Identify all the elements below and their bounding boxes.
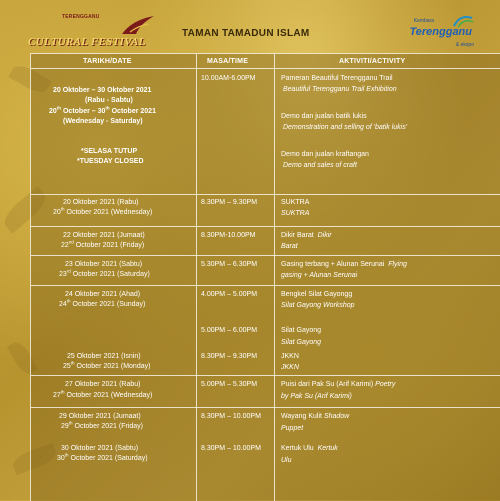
- activity-ms: Demo dan jualan batik lukis: [281, 113, 367, 120]
- activity-ms: Dikir Barat Dikir: [281, 232, 332, 239]
- date-ms: 29 Oktober 2021 (Jumaat): [59, 413, 141, 420]
- column-divider: [196, 54, 197, 501]
- time: 8.30PM – 9.30PM: [201, 199, 258, 206]
- time: 4.00PM – 5.00PM: [201, 291, 258, 298]
- activity-ms: Bengkel Silat Gayongg: [281, 291, 353, 298]
- day-en: (Wednesday - Saturday): [63, 118, 143, 125]
- row-divider: [31, 407, 500, 408]
- activity-en: Silat Gayong: [281, 339, 322, 346]
- activity-en: Beautiful Terengganu Trail Exhibition: [283, 86, 397, 93]
- time: 10.00AM-6.00PM: [201, 75, 256, 82]
- activity-ms: Pameran Beautiful Terengganu Trail: [281, 75, 393, 82]
- column-header-date: TARIKH/DATE: [83, 58, 132, 65]
- time: 5.30PM – 6.30PM: [201, 261, 258, 268]
- date-en: 23rd October 2021 (Saturday): [59, 268, 150, 278]
- page-header: [0, 0, 500, 52]
- time: 5.00PM – 5.30PM: [201, 381, 258, 388]
- date-ms: 27 Oktober 2021 (Rabu): [65, 381, 141, 388]
- activity-ms: Demo dan jualan kraftangan: [281, 151, 369, 158]
- logo-right-line2: Terengganu: [409, 26, 472, 38]
- activity-en: SUKTRA: [281, 210, 310, 217]
- activity-ms: SUKTRA: [281, 199, 310, 206]
- date-ms: 20 Oktober 2021 (Rabu): [63, 199, 139, 206]
- date-en: 27th October 2021 (Wednesday): [53, 389, 153, 399]
- time: 8.30PM – 10.00PM: [201, 413, 261, 420]
- date-en: 20th October – 30th October 2021: [49, 105, 156, 115]
- time: 5.00PM – 6.00PM: [201, 327, 258, 334]
- date-ms: 30 Oktober 2021 (Sabtu): [61, 445, 139, 452]
- activity-ms: Gasing terbang + Alunan Serunai Flying: [281, 261, 407, 268]
- date-ms: 20 Oktober – 30 Oktober 2021: [53, 87, 152, 94]
- row-divider: [31, 285, 500, 286]
- date-en: 29th October 2021 (Friday): [61, 420, 143, 430]
- schedule-table: [30, 53, 500, 501]
- bird-icon: [120, 14, 156, 36]
- activity-ms: Puisi dari Pak Su (Arif Karimi) Poetry: [281, 381, 396, 388]
- logo-left-small-text: TERENGGANU: [62, 14, 100, 20]
- closed-en: *TUESDAY CLOSED: [77, 158, 144, 165]
- date-ms: 22 Oktober 2021 (Jumaat): [63, 232, 145, 239]
- page-title: TAMAN TAMADUN ISLAM: [182, 28, 310, 39]
- closed-ms: *SELASA TUTUP: [81, 148, 138, 155]
- row-divider: [31, 194, 500, 195]
- activity-en: Barat: [281, 243, 298, 250]
- date-ms: 23 Oktober 2021 (Sabtu): [65, 261, 143, 268]
- date-en: 25th October 2021 (Monday): [63, 360, 151, 370]
- date-en: 24th October 2021 (Sunday): [59, 298, 146, 308]
- row-divider: [31, 68, 500, 69]
- logo-left-big-text: CULTURAL FESTIVAL: [28, 36, 146, 48]
- activity-en: JKKN: [281, 364, 299, 371]
- activity-en: Demo and sales of craft: [283, 162, 357, 169]
- activity-en: gasing + Alunan Serunai: [281, 272, 358, 279]
- time: 8.30PM – 9.30PM: [201, 353, 258, 360]
- date-en: 22nd October 2021 (Friday): [61, 239, 145, 249]
- activity-en: by Pak Su (Arif Karimi): [281, 393, 352, 400]
- logo-right-line1: Kembara: [413, 18, 434, 24]
- date-ms: 25 Oktober 2021 (Isnin): [67, 353, 141, 360]
- column-header-activity: AKTIVITI/ACTIVITY: [339, 58, 406, 65]
- date-en: 20th October 2021 (Wednesday): [53, 206, 153, 216]
- time: 8.30PM-10.00PM: [201, 232, 256, 239]
- activity-ms: Silat Gayong: [281, 327, 322, 334]
- time: 8.30PM – 10.00PM: [201, 445, 261, 452]
- activity-ms: Kertuk Ulu Kertuk: [281, 445, 338, 452]
- cultural-festival-logo: [28, 14, 158, 48]
- activity-en: Silat Gayong Workshop: [281, 302, 355, 309]
- activity-en: Ulu: [281, 457, 292, 464]
- activity-ms: Wayang Kulit Shadow: [281, 413, 350, 420]
- activity-ms: JKKN: [281, 353, 299, 360]
- kembara-terengganu-logo: [404, 14, 474, 48]
- date-en: 30th October 2021 (Saturday): [57, 452, 148, 462]
- row-divider: [31, 375, 500, 376]
- column-header-time: MASA/TIME: [207, 58, 249, 65]
- row-divider: [31, 226, 500, 227]
- logo-right-line3: & ekspo: [455, 42, 474, 48]
- activity-en: Puppet: [281, 425, 304, 432]
- day-ms: (Rabu - Sabtu): [85, 97, 133, 104]
- column-divider: [274, 54, 275, 501]
- date-ms: 24 Oktober 2021 (Ahad): [65, 291, 141, 298]
- activity-en: Demonstration and selling of 'batik lukis': [283, 124, 408, 131]
- row-divider: [31, 255, 500, 256]
